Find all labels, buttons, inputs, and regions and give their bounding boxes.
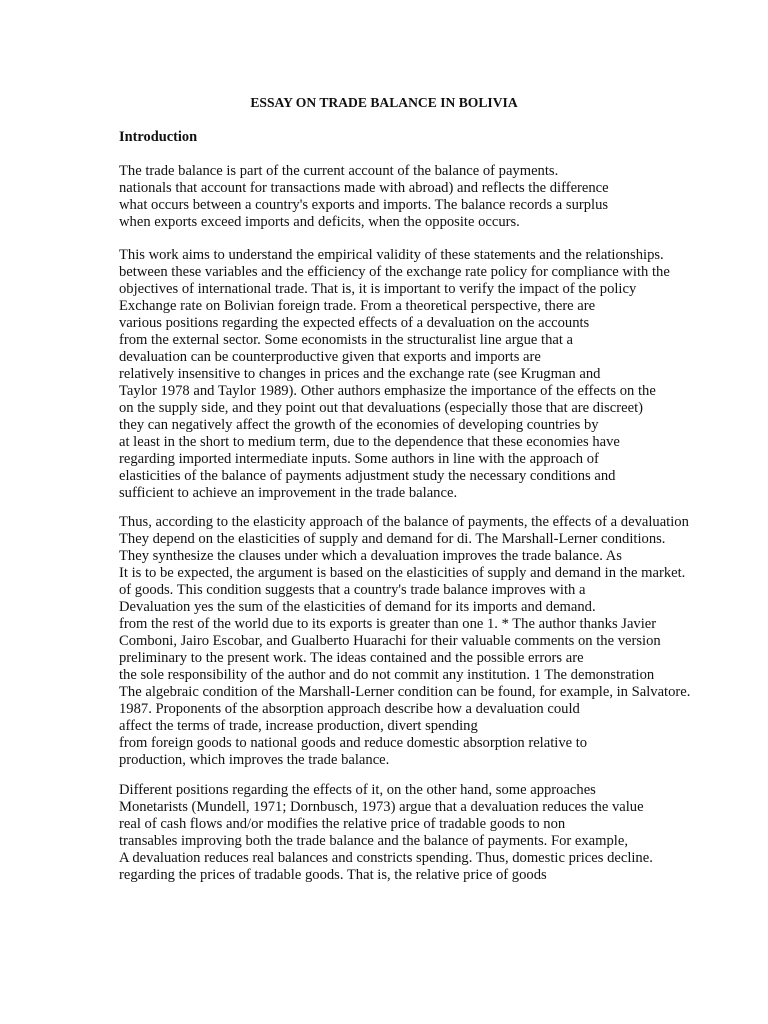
- text-line: Monetarists (Mundell, 1971; Dornbusch, 1973) argue that a devaluation reduces the value: [119, 799, 644, 815]
- text-line: from the external sector. Some economists in the structuralist line argue that a: [119, 332, 574, 348]
- text-line: regarding the prices of tradable goods. That is, the relative price of goods: [119, 867, 547, 883]
- text-line: A devaluation reduces real balances and constricts spending. Thus, domestic prices decline.: [119, 850, 653, 866]
- text-line: The trade balance is part of the current account of the balance of payments.: [119, 163, 559, 179]
- text-line: nationals that account for transactions made with abroad) and reflects the difference: [119, 180, 609, 196]
- text-line: Different positions regarding the effects of it, on the other hand, some approaches: [119, 782, 596, 798]
- text-line: what occurs between a country's exports and imports. The balance records a surplus: [119, 197, 609, 213]
- text-line: the sole responsibility of the author and do not commit any institution. 1 The demonstration: [119, 667, 655, 683]
- text-line: real of cash flows and/or modifies the relative price of tradable goods to non: [119, 816, 566, 832]
- text-line: sufficient to achieve an improvement in the trade balance.: [119, 485, 458, 501]
- text-line: Devaluation yes the sum of the elasticities of demand for its imports and demand.: [119, 599, 596, 615]
- text-line: from the rest of the world due to its exports is greater than one 1. * The author thanks Javier: [119, 616, 657, 632]
- text-line: devaluation can be counterproductive given that exports and imports are: [119, 349, 541, 365]
- text-line: elasticities of the balance of payments adjustment study the necessary conditions and: [119, 468, 616, 484]
- text-line: transables improving both the trade balance and the balance of payments. For example,: [119, 833, 628, 849]
- text-line: various positions regarding the expected effects of a devaluation on the accounts: [119, 315, 590, 331]
- text-line: when exports exceed imports and deficits, when the opposite occurs.: [119, 214, 520, 230]
- text-line: production, which improves the trade balance.: [119, 752, 390, 768]
- text-line: It is to be expected, the argument is based on the elasticities of supply and demand in the market.: [119, 565, 686, 581]
- text-line: objectives of international trade. That is, it is important to verify the impact of the policy: [119, 281, 637, 297]
- text-line: 1987. Proponents of the absorption approach describe how a devaluation could: [119, 701, 580, 717]
- paragraph-3: [119, 514, 701, 769]
- text-line: they can negatively affect the growth of the economies of developing countries by: [119, 417, 599, 433]
- text-line: of goods. This condition suggests that a country's trade balance improves with a: [119, 582, 586, 598]
- text-line: from foreign goods to national goods and reduce domestic absorption relative to: [119, 735, 588, 751]
- paragraph-4: [119, 782, 687, 884]
- text-line: on the supply side, and they point out that devaluations (especially those that are discreet): [119, 400, 644, 416]
- text-line: This work aims to understand the empirical validity of these statements and the relationships.: [119, 247, 664, 263]
- text-line: at least in the short to medium term, due to the dependence that these economies have: [119, 434, 620, 450]
- text-line: Comboni, Jairo Escobar, and Gualberto Huarachi for their valuable comments on the version: [119, 633, 661, 649]
- text-line: Thus, according to the elasticity approach of the balance of payments, the effects of a devaluation: [119, 514, 689, 530]
- text-line: Exchange rate on Bolivian foreign trade. From a theoretical perspective, there are: [119, 298, 596, 314]
- text-line: They synthesize the clauses under which a devaluation improves the trade balance. As: [119, 548, 622, 564]
- text-line: Taylor 1978 and Taylor 1989). Other authors emphasize the importance of the effects on the: [119, 383, 656, 399]
- paragraph-2: [119, 247, 721, 502]
- text-line: regarding imported intermediate inputs. Some authors in line with the approach of: [119, 451, 599, 467]
- paragraph-1: [119, 163, 629, 231]
- document-title: ESSAY ON TRADE BALANCE IN BOLIVIA: [250, 95, 518, 110]
- text-line: They depend on the elasticities of supply and demand for di. The Marshall-Lerner conditions.: [119, 531, 666, 547]
- text-line: affect the terms of trade, increase production, divert spending: [119, 718, 478, 734]
- text-line: The algebraic condition of the Marshall-Lerner condition can be found, for example, in Salvatore.: [119, 684, 691, 700]
- section-heading: Introduction: [119, 129, 198, 145]
- text-line: relatively insensitive to changes in prices and the exchange rate (see Krugman and: [119, 366, 601, 382]
- text-line: preliminary to the present work. The ideas contained and the possible errors are: [119, 650, 584, 666]
- text-line: between these variables and the efficiency of the exchange rate policy for compliance with the: [119, 264, 670, 280]
